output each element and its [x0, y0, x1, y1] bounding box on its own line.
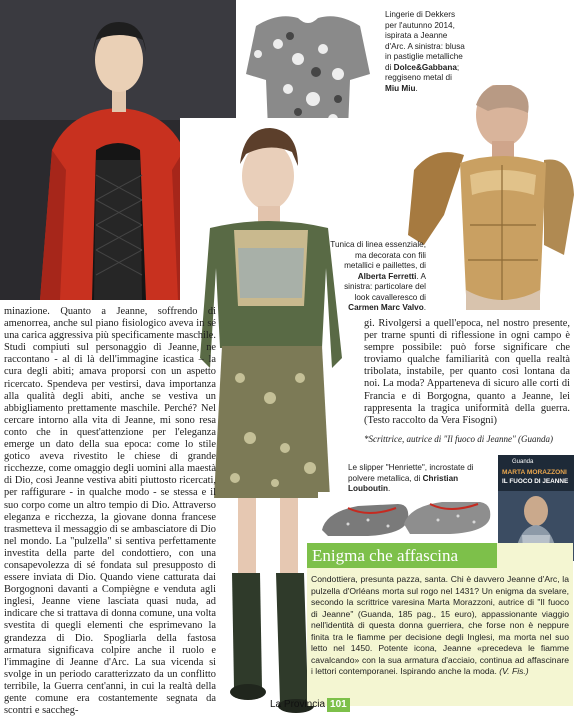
article-text-col1: minazione. Quanto a Jeanne, soffrendo di amenorrea, anche sul piano fisiologico aveva in sé una carica aggressiva più specificamente maschile. Studi compiuti sul personaggio di Jeanne, ne raccontano - al di là dell'immagine icastica – la cura degli abiti; amava proporsi con un aspetto ricercato. Spendeva per vestirsi, dava importanza alla qualità degli abiti, anche se vestiva un abbigliamento prettamente maschile. Perché? Nel cercare intorno alla vita di Jeanne, mi sono resa conto che in quest'attenzione per l'eleganza emerge un dato della sua epoca: come lo stile gotico aveva rivestito le chiese di grande ricchezze, come omaggio degli uomini alla maestà di Dio, così Jeanne vestiva abiti piuttosto ricercati, per raffigurare - in qualche modo - se stessa e il suo corpo come un altro tempio di Dio. Attraverso eleganza e ricchezza, la giovane donna francese trasmetteva il messaggio di se ambasciatore di Dio nel mondo. La "pulzella" si sentiva perfettamente investita della parte del condottiero, con una consapevolezza di sé fondata sul presupposto di essere inviata di Dio. Quando viene catturata dai Borgognoni davanti a Compiègne e venduta agli inglesi, Jeanne viene lasciata quasi nuda, ad indicare che si trattava di donna comune, una volta svestita di quegli elementi che esprimevano la grandezza di Dio. Spogliarla della fastosa armatura significava colpire anche il ruolo e l'immagine di Jeanne d'Arc. La sua vicenda si svolge in un periodo caratterizzato da un conflitto terribile, la Guerra cent'anni, in cui la realtà della gente comune era costantemente segnata da scontri e saccheg- — [4, 306, 216, 717]
book-title: IL FUOCO DI JEANNE — [502, 478, 569, 485]
caption-tunica-ferretti — [330, 240, 426, 314]
brand-miu-miu: Miu Miu — [385, 83, 416, 93]
article-footnote: *Scrittrice, autrice di "Il fuoco di Jeanne" (Guanda) — [364, 433, 554, 444]
photo-gold-armour-model — [404, 85, 580, 310]
caption-text: . A sinistra: particolare del look cavalleresco di — [344, 271, 426, 302]
footer-label: La Provincia — [270, 699, 326, 710]
brand-carmen-marc-valvo: Carmen Marc Valvo — [348, 303, 424, 312]
gold-armour-illustration — [404, 85, 580, 310]
caption-text: ; reggiseno metal di — [385, 62, 460, 82]
box-text — [311, 574, 569, 678]
slippers-illustration — [318, 492, 494, 540]
caption-text: Lingerie di Dekkers per l'autunno 2014, ispirata a Jeanne d'Arc. A sinistra: blusa in pastiglie metalliche di — [385, 10, 465, 72]
caption-text: . — [415, 83, 418, 93]
caption-text: . — [388, 484, 391, 493]
brand-alberta-ferretti: Alberta Ferretti — [357, 271, 417, 281]
book-author: MARTA MORAZZONI — [502, 469, 567, 476]
photo-louboutin-slippers — [318, 492, 494, 540]
caption-dekker-lingerie — [385, 10, 465, 94]
brand-christian-louboutin: Christian Louboutin — [348, 473, 459, 493]
caption-text: . — [423, 303, 426, 312]
box-body: Condottiera, presunta pazza, santa. Chi è davvero Jeanne d'Arc, la pulzella d'Orléans morta sul rogo nel 1431? Un enigma da svelare, secondo la scrittrice varesina Marta Morazzoni, autrice di "Il fuoco di Jeanne" (Guanda, 185 pag., 15 euro), appassionante viaggio nell'identità di questa donna guerriera, che forse non è neppure finita tra le fiamme per decisione degli Inglesi, ma morta nel suo letto nel 1450. Potente icona, Jeanne «precedeva le fiamme cavalcando» con la sua armatura d'acciaio, continua ad affascinare i lettori contemporanei. Ispirando anche la moda. — [311, 574, 569, 676]
brand-dolce-gabbana: Dolce&Gabbana — [393, 62, 457, 72]
caption-text: Le slipper "Henriette", incrostate di polvere metallica, di — [348, 463, 474, 483]
article-column-1 — [4, 306, 216, 717]
article-column-2 — [364, 318, 570, 445]
page-footer — [270, 698, 350, 712]
article-text-col2: gi. Rivolgersi a quell'epoca, nel nostro presente, per trarne spunti di riflessione in ogni campo è sempre possibile: può forse significare che troviamo qualche familiarità con quella realtà tribolata, instabile, per quanto così lontana da noi. La moda? Apparteneva di sicuro alle corti di Francia e di Borgogna, quanto a Jeanne, lei rappresenta la tragica uniformità della guerra. (Testo raccolto da Vera Fisogni) — [364, 318, 570, 426]
box-signature: (V. Fis.) — [499, 666, 529, 676]
box-title: Enigma che affascina — [307, 543, 497, 568]
page-number: 101 — [327, 698, 350, 712]
caption-text: Tunica di linea essenziale, ma decorata con fili metallici e paillettes, di — [330, 240, 426, 270]
book-publisher: Guanda — [512, 459, 534, 465]
caption-slipper — [348, 463, 488, 495]
